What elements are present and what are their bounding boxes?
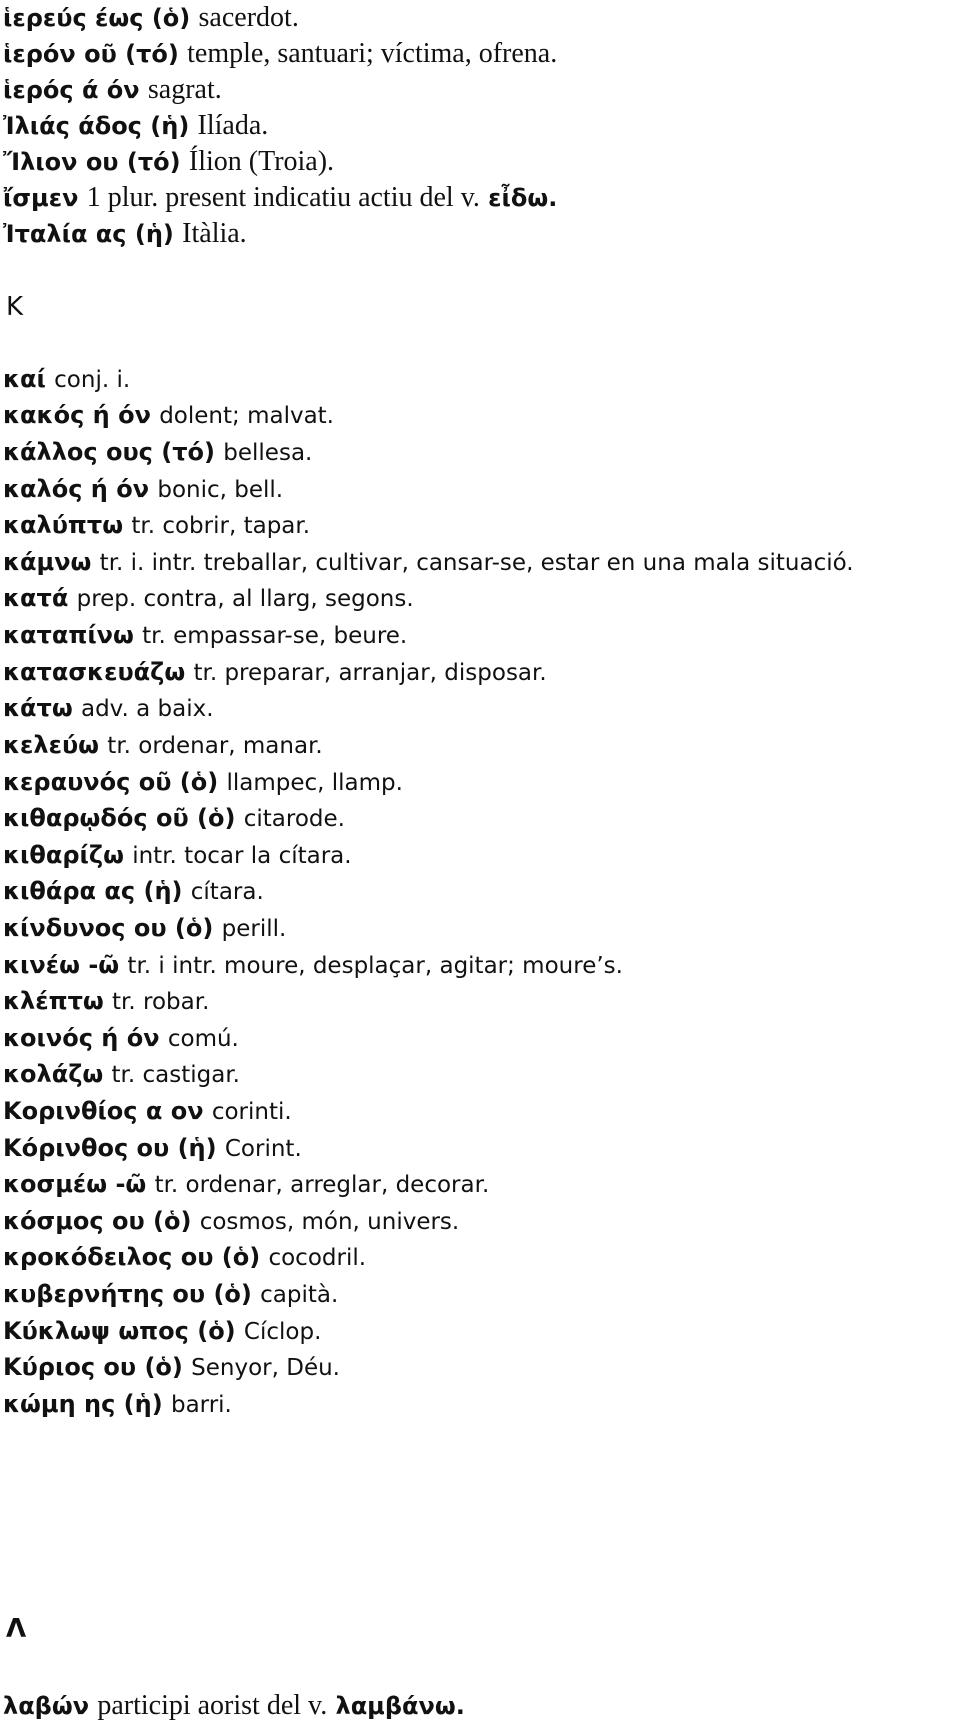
definition: barri.	[170, 1392, 232, 1418]
definition: bellesa.	[223, 440, 313, 466]
definition: llampec, llamp.	[226, 770, 403, 796]
entry-kakos	[3, 399, 334, 432]
headword: καί	[3, 365, 46, 393]
definition: Itàlia.	[182, 218, 247, 249]
entry-kataskeuazo	[3, 656, 547, 689]
definition: sagrat.	[147, 74, 222, 105]
entry-ilion	[3, 146, 334, 178]
headword: Κορινθίος α ον	[3, 1097, 204, 1125]
headword: Κόρινθος ου (ἡ)	[3, 1134, 217, 1162]
headword: κολάζω	[3, 1060, 104, 1088]
entry-labon	[3, 1690, 465, 1722]
headword: ἱερόν οῦ (τό)	[3, 40, 179, 68]
definition: participi aorist del v.	[97, 1690, 328, 1721]
headword: καλύπτω	[3, 511, 124, 539]
definition: intr. tocar la cítara.	[132, 843, 352, 869]
cross-reference: εἶδω.	[488, 184, 558, 212]
entry-korinthos	[3, 1132, 302, 1165]
entry-kallos	[3, 436, 312, 469]
headword: κλέπτω	[3, 987, 104, 1015]
definition: tr. ordenar, arreglar, decorar.	[154, 1172, 490, 1198]
section-letter-l: Λ	[6, 1614, 27, 1644]
headword: κακός ή όν	[3, 401, 151, 429]
headword: Ἰταλία ας (ἡ)	[3, 220, 174, 248]
headword: Κύκλωψ ωπος (ὁ)	[3, 1317, 236, 1345]
entry-kalypto	[3, 509, 310, 542]
entry-kyklops	[3, 1315, 321, 1348]
entry-kitharizo	[3, 839, 352, 872]
headword: κοσμέω -ῶ	[3, 1170, 147, 1198]
headword: κατασκευάζω	[3, 658, 186, 686]
definition: Ílion (Troia).	[188, 146, 335, 177]
headword: λαβών	[3, 1692, 90, 1720]
headword: κάμνω	[3, 548, 92, 576]
headword: κιθαρίζω	[3, 841, 124, 869]
headword: ἴσμεν	[3, 184, 79, 212]
definition: citarode.	[243, 806, 345, 832]
entry-hiereus	[3, 2, 299, 34]
definition: perill.	[221, 916, 287, 942]
entry-hieron	[3, 38, 557, 70]
definition: tr. castigar.	[111, 1062, 240, 1088]
entry-ismen	[3, 182, 557, 214]
entry-kitharodos	[3, 802, 345, 835]
entry-korinthios	[3, 1095, 292, 1128]
headword: κινέω -ῶ	[3, 951, 120, 979]
definition: tr. ordenar, manar.	[107, 733, 323, 759]
entry-kai	[3, 363, 130, 396]
headword: κροκόδειλος ου (ὁ)	[3, 1243, 261, 1271]
definition: 1 plur. present indicatiu actiu del v.	[86, 182, 480, 213]
definition: Senyor, Déu.	[191, 1355, 340, 1381]
headword: κάτω	[3, 694, 73, 722]
definition: tr. preparar, arranjar, disposar.	[193, 660, 547, 686]
definition: Ilíada.	[197, 110, 269, 141]
entry-kybernetes	[3, 1278, 338, 1311]
headword: κιθάρα ας (ἡ)	[3, 877, 183, 905]
headword: Ἴλιον ου (τό)	[3, 148, 181, 176]
definition: tr. robar.	[112, 989, 210, 1015]
definition: tr. i. intr. treballar, cultivar, cansar-se, estar en una mala situació.	[99, 550, 854, 576]
headword: κάλλος ους (τό)	[3, 438, 216, 466]
entry-kalos	[3, 473, 283, 506]
headword: κώμη ης (ἡ)	[3, 1390, 163, 1418]
entry-kato	[3, 692, 214, 725]
definition: bonic, bell.	[157, 477, 284, 503]
entry-kindynos	[3, 912, 286, 945]
definition: capità.	[260, 1282, 339, 1308]
entry-koinos	[3, 1022, 239, 1055]
entry-italia	[3, 218, 247, 250]
entry-kamno	[3, 546, 854, 579]
definition: comú.	[167, 1026, 239, 1052]
definition: cítara.	[190, 879, 264, 905]
definition: cocodril.	[268, 1245, 367, 1271]
definition: corinti.	[211, 1099, 292, 1125]
definition: Cíclop.	[243, 1319, 322, 1345]
entry-kosmos	[3, 1205, 459, 1238]
headword: κιθαρῳδός οῦ (ὁ)	[3, 804, 236, 832]
headword: καλός ή όν	[3, 475, 150, 503]
entry-keraunos	[3, 766, 403, 799]
headword: ἱερός ά όν	[3, 76, 140, 104]
entry-kineo	[3, 949, 623, 982]
definition: tr. i intr. moure, desplaçar, agitar; moure’s.	[127, 953, 623, 979]
entry-kithara	[3, 875, 264, 908]
definition: Corint.	[224, 1136, 302, 1162]
entry-klepto	[3, 985, 209, 1018]
entry-kome	[3, 1388, 232, 1421]
definition: conj. i.	[54, 367, 131, 393]
entry-hieros	[3, 74, 222, 106]
definition: adv. a baix.	[80, 696, 214, 722]
entry-kyrios	[3, 1351, 340, 1384]
headword: κυβερνήτης ου (ὁ)	[3, 1280, 252, 1308]
definition: dolent; malvat.	[159, 403, 334, 429]
headword: Ἰλιάς άδος (ἡ)	[3, 112, 190, 140]
definition: temple, santuari; víctima, ofrena.	[187, 38, 558, 69]
section-letter-k: Κ	[6, 292, 24, 322]
entry-keleuo	[3, 729, 323, 762]
headword: κατά	[3, 584, 69, 612]
entry-ilias	[3, 110, 268, 142]
definition: prep. contra, al llarg, segons.	[76, 586, 414, 612]
headword: κεραυνός οῦ (ὁ)	[3, 768, 219, 796]
headword: κελεύω	[3, 731, 100, 759]
headword: Κύριος ου (ὁ)	[3, 1353, 183, 1381]
definition: tr. cobrir, tapar.	[131, 513, 311, 539]
headword: καταπίνω	[3, 621, 134, 649]
entry-katapino	[3, 619, 407, 652]
headword: ἱερεύς έως (ὁ)	[3, 4, 191, 32]
cross-reference: λαμβάνω.	[335, 1692, 465, 1720]
entry-kata	[3, 582, 414, 615]
headword: κοινός ή όν	[3, 1024, 160, 1052]
definition: sacerdot.	[198, 2, 299, 33]
entry-kosmeo	[3, 1168, 489, 1201]
headword: κίνδυνος ου (ὁ)	[3, 914, 214, 942]
definition: tr. empassar-se, beure.	[142, 623, 408, 649]
definition: cosmos, món, univers.	[199, 1209, 460, 1235]
headword: κόσμος ου (ὁ)	[3, 1207, 192, 1235]
entry-krokodeilos	[3, 1241, 366, 1274]
entry-kolazo	[3, 1058, 240, 1091]
